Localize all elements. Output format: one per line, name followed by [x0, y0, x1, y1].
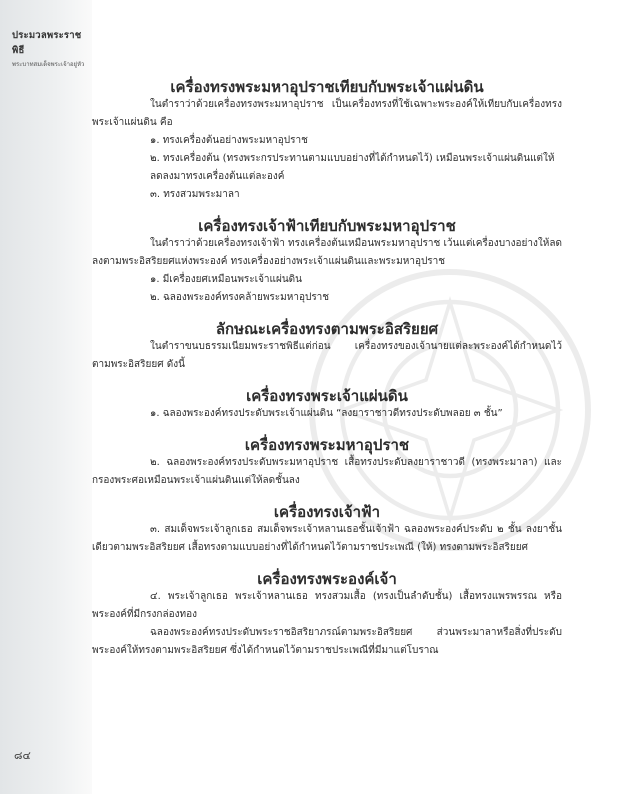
running-header	[12, 28, 92, 69]
page-number: ๘๔	[14, 749, 31, 762]
body-paragraph: ฉลองพระองค์ทรงประดับพระราชอิสริยาภรณ์ตามพระอิสริยยศ ส่วนพระมาลาหรือสิ่งที่ประดับพระองค์ให้ทรงตามพระอิสริยยศ ซึ่งได้กำหนดไว้ตามราชประเพณีที่มีมาแต่โบราณ	[92, 627, 562, 656]
list-item: ๒. ฉลองพระองค์ทรงคล้ายพระมหาอุปราช	[150, 292, 330, 303]
list-item: ๑. มีเครื่องยศเหมือนพระเจ้าแผ่นดิน	[150, 274, 303, 285]
header-title: ประมวลพระราชพิธี	[12, 30, 82, 56]
list-item: ๓. ทรงสวมพระมาลา	[150, 189, 240, 200]
document-body	[92, 78, 562, 660]
body-paragraph: ในตำราว่าด้วยเครื่องทรงพระมหาอุปราช เป็นเครื่องทรงที่ใช้เฉพาะพระองค์ให้เทียบกับเครื่องทรงพระเจ้าแผ่นดิน คือ	[92, 99, 562, 128]
section-heading: เครื่องทรงพระองค์เจ้า	[257, 570, 397, 588]
left-margin-band	[0, 0, 92, 794]
section-heading: ลักษณะเครื่องทรงตามพระอิสริยยศ	[215, 320, 439, 338]
list-item: ๑. ฉลองพระองค์ทรงประดับพระเจ้าแผ่นดิน “ลงยาราชาวดีทรงประดับพลอย ๓ ชั้น”	[150, 408, 503, 419]
section-heading: เครื่องทรงเจ้าฟ้าเทียบกับพระมหาอุปราช	[198, 217, 456, 235]
list-item: ๒. ทรงเครื่องต้น (ทรงพระกรประทานตามแบบอย่างที่ได้กำหนดไว้) เหมือนพระเจ้าแผ่นดินแต่ให้ลดลงมาทรงเครื่องต้นแต่ละองค์	[150, 153, 555, 182]
body-paragraph: ในตำราว่าด้วยเครื่องทรงเจ้าฟ้า ทรงเครื่องต้นเหมือนพระมหาอุปราช เว้นแต่เครื่องบางอย่างให้ลดลงตามพระอิสริยยศแห่งพระองค์ ทรงเครื่องอย่างพระเจ้าแผ่นดินและพระมหาอุปราช	[92, 238, 562, 267]
body-paragraph: ๒. ฉลองพระองค์ทรงประดับพระมหาอุปราช เสื้อทรงประดับลงยาราชาวดี (ทรงพระมาลา) และกรองพระศอเหมือนพระเจ้าแผ่นดินแต่ให้ลดชั้นลง	[92, 457, 562, 486]
section-heading: เครื่องทรงพระมหาอุปราชเทียบกับพระเจ้าแผ่นดิน	[170, 78, 484, 96]
section-heading: เครื่องทรงพระมหาอุปราช	[244, 436, 410, 454]
body-paragraph: ๔. พระเจ้าลูกเธอ พระเจ้าหลานเธอ ทรงสวมเสื้อ (ทรงเป็นลำดับชั้น) เสื้อทรงแพรพรรณ หรือพระองค์ที่มีกรงกล่องทอง	[92, 591, 562, 620]
body-paragraph: ในตำราขนบธรรมเนียมพระราชพิธีแต่ก่อน เครื่องทรงของเจ้านายแต่ละพระองค์ได้กำหนดไว้ตามพระอิสริยยศ ดังนี้	[92, 341, 562, 370]
list-item: ๑. ทรงเครื่องต้นอย่างพระมหาอุปราช	[150, 135, 308, 146]
section-heading: เครื่องทรงพระเจ้าแผ่นดิน	[246, 387, 408, 405]
section-heading: เครื่องทรงเจ้าฟ้า	[273, 503, 381, 521]
body-paragraph: ๓. สมเด็จพระเจ้าลูกเธอ สมเด็จพระเจ้าหลานเธอชั้นเจ้าฟ้า ฉลองพระองค์ประดับ ๒ ชั้น ลงยาชั้นเดียวตามพระอิสริยยศ เสื้อทรงตามแบบอย่างที่ได้กำหนดไว้ตามราชประเพณี (ให้) ทรงตามพระอิสริยยศ	[92, 524, 562, 553]
header-subtitle: พระบาทสมเด็จพระเจ้าอยู่หัว	[12, 61, 85, 68]
